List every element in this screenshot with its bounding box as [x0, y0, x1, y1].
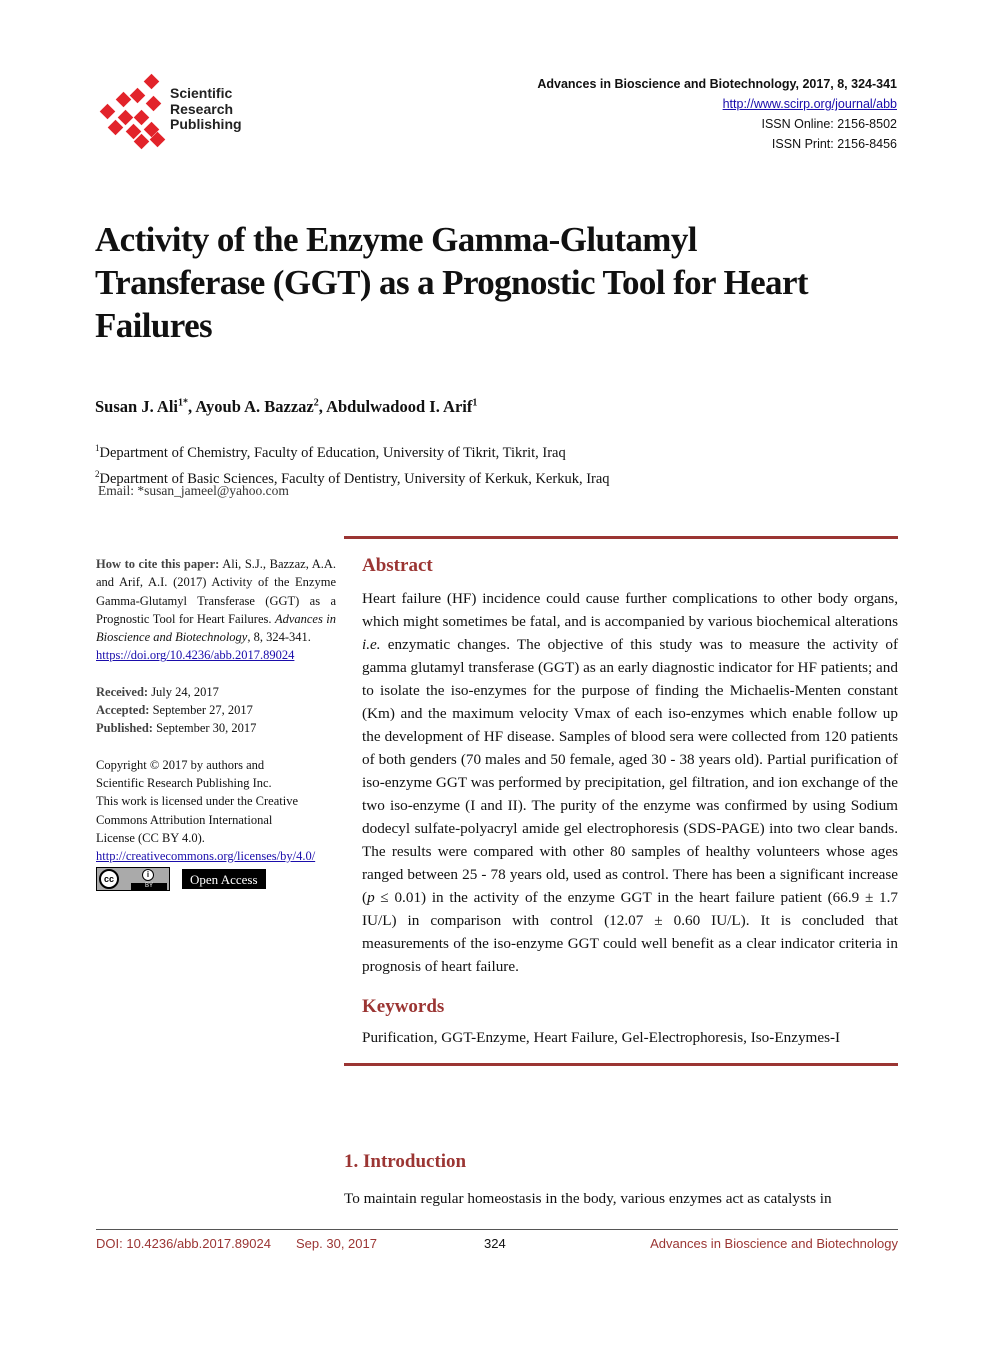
author-sup: 2: [313, 397, 319, 409]
copyright-line: Copyright © 2017 by authors and: [96, 757, 265, 772]
footer-doi: DOI: 10.4236/abb.2017.89024: [96, 1236, 271, 1251]
abstract-heading: Abstract: [362, 555, 433, 576]
journal-url-link[interactable]: http://www.scirp.org/journal/abb: [722, 97, 897, 111]
published-value: September 30, 2017: [156, 721, 257, 736]
received-label: Received:: [96, 684, 149, 699]
doi-link[interactable]: https://doi.org/10.4236/abb.2017.89024: [96, 648, 295, 663]
logo-line: Scientific: [170, 85, 233, 101]
accepted-value: September 27, 2017: [152, 703, 253, 718]
abstract-bottom-rule: [344, 1063, 898, 1066]
footer-rule: [96, 1229, 898, 1230]
affiliation-text: Department of Basic Sciences, Faculty of Dentistry, University of Kerkuk, Kerkuk, Iraq: [99, 470, 610, 487]
abstract-p-value: p: [367, 889, 375, 906]
article-info-sidebar: [96, 555, 336, 891]
by-label: BY: [131, 883, 167, 890]
abstract-top-rule: [344, 536, 898, 539]
accepted-label: Accepted:: [96, 703, 150, 718]
received-date: [96, 683, 336, 701]
logo-line: Research: [170, 100, 234, 117]
introduction-heading: 1. Introduction: [344, 1151, 467, 1172]
how-to-cite: [96, 555, 336, 646]
abstract-part: ≤ 0.01) in the activity of the enzyme GGT in the heart failure patient (66.9 ± 1.7 IU/L) in comparison with control (12.07 ± 0.60 IU/L). It is concluded that measurements of the iso-enzyme GGT could well benefit as a clear indicator criteria in prognosis of heart failure.: [362, 889, 898, 975]
author-name: Ayoub A. Bazzaz: [195, 397, 314, 416]
issn-print: ISSN Print: 2156-8456: [771, 137, 897, 151]
received-value: July 24, 2017: [151, 684, 219, 699]
cite-label: How to cite this paper:: [96, 557, 220, 571]
keywords-text: Purification, GGT-Enzyme, Heart Failure, Gel-Electrophoresis, Iso-Enzymes-I: [362, 1029, 841, 1046]
cc-icon: cc: [99, 869, 119, 889]
published-date: [96, 719, 336, 737]
logo-text: [170, 86, 242, 133]
copyright-line: Scientific Research Publishing Inc.: [96, 775, 272, 790]
affiliation-sup: 1: [95, 443, 100, 453]
author-email: Email: *susan_jameel@yahoo.com: [98, 483, 289, 498]
author-name: Susan J. Ali: [95, 397, 178, 416]
abstract-text: [362, 587, 898, 978]
footer-date: Sep. 30, 2017: [296, 1236, 377, 1251]
page-number: 324: [484, 1236, 506, 1251]
introduction-text: To maintain regular homeostasis in the body, various enzymes act as catalysts in: [344, 1190, 832, 1207]
copyright-line: This work is licensed under the Creative: [96, 794, 299, 809]
logo-diamond-mark-icon: [96, 72, 164, 148]
license-badges: [96, 867, 336, 891]
logo-line: Publishing: [170, 116, 242, 132]
author-name: Abdulwadood I. Arif: [326, 397, 473, 416]
author-list: Susan J. Ali$^{1*}$, Ayoub A. Bazzaz$^2$, Abdulwadood I. Arif$^1$: [95, 397, 478, 416]
by-icon: i BY: [131, 868, 167, 890]
cite-text: Ali, S.J., Bazzaz, A.A. and Arif, A.I. (2017) Activity of the Enzyme Gamma-Glutamyl Transferase (GGT) as a Prognostic Tool for Heart Failures.: [96, 557, 337, 626]
affiliation: [95, 438, 610, 464]
journal-citation: Advances in Bioscience and Biotechnology, 2017, 8, 324-341: [537, 77, 897, 91]
paper-title: Activity of the Enzyme Gamma-Glutamyl Transferase (GGT) as a Prognostic Tool for Heart Failures: [95, 220, 808, 345]
cite-journal: Advances in Bioscience and Biotechnology: [96, 611, 336, 645]
abstract-box: [344, 536, 898, 1066]
affiliations: [95, 438, 610, 490]
publisher-logo: [96, 72, 256, 148]
journal-header: [537, 74, 897, 154]
issn-online: ISSN Online: 2156-8502: [761, 117, 897, 131]
license-link[interactable]: http://creativecommons.org/licenses/by/4.0/: [96, 849, 316, 864]
keywords-heading: Keywords: [362, 996, 445, 1017]
affiliation-text: Department of Chemistry, Faculty of Education, University of Tikrit, Tikrit, Iraq: [99, 444, 566, 461]
copyright-line: Commons Attribution International: [96, 812, 273, 827]
copyright-notice: [96, 756, 336, 847]
abstract-part: enzymatic changes. The objective of this study was to measure the activity of gamma glutamyl transferase (GGT) as an early diagnostic indicator for HF patients; and to isolate the iso-enzymes for the purpose of finding the Michaelis-Menten constant (Km) and the maximum velocity Vmax of each iso-enzymes which enable follow up the development of HF disease. Samples of blood sera were collected from 120 patients of both genders (70 males and 50 female, aged 30 - 38 years old). Partial purification of iso-enzyme GGT was performed by precipitation, gel filtration, and ion exchange of the two iso-enzyme (I and II). The purity of the enzyme was confirmed by using Sodium dodecyl sulfate-polyacryl amide gel electrophoresis (SDS-PAGE) into two clear bands. The results were compared with other 80 samples of healthy volunteers whose ages ranged between 25 - 78 years old, used as control. There has been a significant increase (: [362, 636, 898, 906]
cc-by-badge[interactable]: [96, 867, 170, 891]
abstract-part: Heart failure (HF) incidence could cause further complications to other body organs, which might sometimes be fatal, and is accompanied by various biochemical alterations: [362, 590, 898, 630]
author-sup: 1: [472, 397, 478, 409]
affiliation-sup: 2: [95, 468, 100, 479]
cite-volume: , 8, 324-341.: [247, 630, 311, 645]
footer-journal: Advances in Bioscience and Biotechnology: [650, 1236, 898, 1251]
author-sup: 1*: [178, 397, 188, 409]
abstract-italic: i.e.: [362, 636, 381, 653]
open-access-badge[interactable]: Open Access: [182, 869, 266, 889]
published-label: Published:: [96, 721, 153, 736]
copyright-line: License (CC BY 4.0).: [96, 830, 205, 845]
accepted-date: [96, 701, 336, 719]
